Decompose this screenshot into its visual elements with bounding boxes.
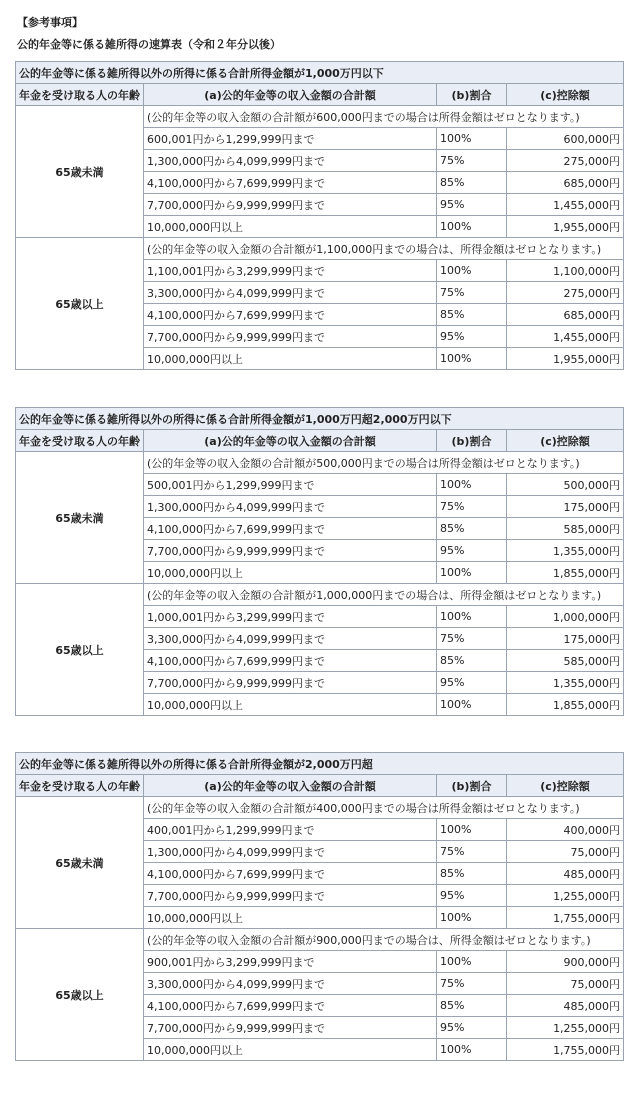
age-group-label: 65歳未満 — [16, 452, 144, 584]
rate-cell: 85% — [437, 863, 507, 885]
age-group-label: 65歳未満 — [16, 106, 144, 238]
income-range-cell: 7,700,000円から9,999,999円まで — [144, 194, 437, 216]
deduction-cell: 1,855,000円 — [507, 562, 624, 584]
table-caption: 公的年金等に係る雑所得以外の所得に係る合計所得金額が1,000万円以下 — [16, 62, 624, 84]
table-header-row — [16, 430, 624, 452]
deduction-table-1 — [15, 61, 624, 370]
table-header-row — [16, 775, 624, 797]
zero-income-note: (公的年金等の収入金額の合計額が500,000円までの場合は所得金額はゼロとなります。) — [144, 452, 624, 474]
rate-cell: 100% — [437, 260, 507, 282]
income-range-cell: 4,100,000円から7,699,999円まで — [144, 863, 437, 885]
rate-cell: 95% — [437, 1017, 507, 1039]
header-rate: (b)割合 — [437, 775, 507, 797]
rate-cell: 75% — [437, 973, 507, 995]
deduction-cell: 600,000円 — [507, 128, 624, 150]
income-range-cell: 10,000,000円以上 — [144, 562, 437, 584]
deduction-cell: 75,000円 — [507, 841, 624, 863]
deduction-cell: 585,000円 — [507, 650, 624, 672]
table-caption-row — [16, 62, 624, 84]
age-group-label: 65歳以上 — [16, 584, 144, 716]
income-range-cell: 1,000,001円から3,299,999円まで — [144, 606, 437, 628]
deduction-cell: 900,000円 — [507, 951, 624, 973]
income-range-cell: 7,700,000円から9,999,999円まで — [144, 1017, 437, 1039]
zero-income-note: (公的年金等の収入金額の合計額が400,000円までの場合は所得金額はゼロとなります。) — [144, 797, 624, 819]
income-range-cell: 4,100,000円から7,699,999円まで — [144, 304, 437, 326]
header-income-range: (a)公的年金等の収入金額の合計額 — [144, 775, 437, 797]
rate-cell: 100% — [437, 1039, 507, 1061]
deduction-cell: 1,455,000円 — [507, 326, 624, 348]
deduction-cell: 400,000円 — [507, 819, 624, 841]
deduction-cell: 1,355,000円 — [507, 540, 624, 562]
deduction-cell: 1,855,000円 — [507, 694, 624, 716]
table-row — [16, 797, 624, 819]
rate-cell: 75% — [437, 496, 507, 518]
rate-cell: 100% — [437, 128, 507, 150]
rate-cell: 95% — [437, 885, 507, 907]
income-range-cell: 400,001円から1,299,999円まで — [144, 819, 437, 841]
rate-cell: 75% — [437, 150, 507, 172]
header-deduction: (c)控除額 — [507, 775, 624, 797]
rate-cell: 95% — [437, 672, 507, 694]
rate-cell: 95% — [437, 540, 507, 562]
rate-cell: 100% — [437, 951, 507, 973]
income-range-cell: 500,001円から1,299,999円まで — [144, 474, 437, 496]
table-row — [16, 238, 624, 260]
table-row — [16, 452, 624, 474]
age-group-label: 65歳未満 — [16, 797, 144, 929]
deduction-cell: 1,100,000円 — [507, 260, 624, 282]
zero-income-note: (公的年金等の収入金額の合計額が1,000,000円までの場合は、所得金額はゼロとなります。) — [144, 584, 624, 606]
rate-cell: 95% — [437, 194, 507, 216]
income-range-cell: 4,100,000円から7,699,999円まで — [144, 650, 437, 672]
deduction-cell: 485,000円 — [507, 863, 624, 885]
rate-cell: 100% — [437, 562, 507, 584]
table-row — [16, 106, 624, 128]
header-age: 年金を受け取る人の年齢 — [16, 430, 144, 452]
header-deduction: (c)控除額 — [507, 430, 624, 452]
zero-income-note: (公的年金等の収入金額の合計額が1,100,000円までの場合は、所得金額はゼロとなります。) — [144, 238, 624, 260]
table-caption-row — [16, 408, 624, 430]
income-range-cell: 3,300,000円から4,099,999円まで — [144, 628, 437, 650]
header-age: 年金を受け取る人の年齢 — [16, 775, 144, 797]
deduction-cell: 1,455,000円 — [507, 194, 624, 216]
deduction-cell: 1,955,000円 — [507, 348, 624, 370]
income-range-cell: 900,001円から3,299,999円まで — [144, 951, 437, 973]
deduction-cell: 1,000,000円 — [507, 606, 624, 628]
deduction-cell: 485,000円 — [507, 995, 624, 1017]
income-range-cell: 7,700,000円から9,999,999円まで — [144, 326, 437, 348]
income-range-cell: 4,100,000円から7,699,999円まで — [144, 995, 437, 1017]
rate-cell: 85% — [437, 995, 507, 1017]
zero-income-note: (公的年金等の収入金額の合計額が900,000円までの場合は、所得金額はゼロとなります。) — [144, 929, 624, 951]
deduction-cell: 1,355,000円 — [507, 672, 624, 694]
deduction-cell: 175,000円 — [507, 496, 624, 518]
deduction-cell: 1,755,000円 — [507, 1039, 624, 1061]
income-range-cell: 1,100,001円から3,299,999円まで — [144, 260, 437, 282]
table-caption: 公的年金等に係る雑所得以外の所得に係る合計所得金額が1,000万円超2,000万円以下 — [16, 408, 624, 430]
rate-cell: 85% — [437, 650, 507, 672]
deduction-cell: 1,755,000円 — [507, 907, 624, 929]
header-rate: (b)割合 — [437, 430, 507, 452]
header-deduction: (c)控除額 — [507, 84, 624, 106]
deduction-table-2 — [15, 407, 624, 716]
deduction-cell: 1,255,000円 — [507, 1017, 624, 1039]
income-range-cell: 7,700,000円から9,999,999円まで — [144, 672, 437, 694]
header-rate: (b)割合 — [437, 84, 507, 106]
header-income-range: (a)公的年金等の収入金額の合計額 — [144, 430, 437, 452]
rate-cell: 100% — [437, 348, 507, 370]
deduction-cell: 275,000円 — [507, 282, 624, 304]
deduction-cell: 175,000円 — [507, 628, 624, 650]
income-range-cell: 4,100,000円から7,699,999円まで — [144, 172, 437, 194]
deduction-cell: 685,000円 — [507, 172, 624, 194]
table-row — [16, 584, 624, 606]
deduction-cell: 275,000円 — [507, 150, 624, 172]
rate-cell: 75% — [437, 628, 507, 650]
income-range-cell: 1,300,000円から4,099,999円まで — [144, 496, 437, 518]
income-range-cell: 10,000,000円以上 — [144, 348, 437, 370]
rate-cell: 85% — [437, 518, 507, 540]
page-title: 公的年金等に係る雑所得の速算表（令和２年分以後） — [17, 38, 281, 51]
rate-cell: 95% — [437, 326, 507, 348]
income-range-cell: 10,000,000円以上 — [144, 1039, 437, 1061]
income-range-cell: 4,100,000円から7,699,999円まで — [144, 518, 437, 540]
zero-income-note: (公的年金等の収入金額の合計額が600,000円までの場合は所得金額はゼロとなります。) — [144, 106, 624, 128]
table-caption: 公的年金等に係る雑所得以外の所得に係る合計所得金額が2,000万円超 — [16, 753, 624, 775]
rate-cell: 85% — [437, 172, 507, 194]
income-range-cell: 600,001円から1,299,999円まで — [144, 128, 437, 150]
income-range-cell: 7,700,000円から9,999,999円まで — [144, 885, 437, 907]
rate-cell: 100% — [437, 474, 507, 496]
reference-heading: 【参考事項】 — [17, 16, 83, 29]
table-header-row — [16, 84, 624, 106]
deduction-cell: 1,955,000円 — [507, 216, 624, 238]
deduction-cell: 685,000円 — [507, 304, 624, 326]
rate-cell: 100% — [437, 216, 507, 238]
age-group-label: 65歳以上 — [16, 929, 144, 1061]
income-range-cell: 1,300,000円から4,099,999円まで — [144, 841, 437, 863]
rate-cell: 100% — [437, 907, 507, 929]
deduction-cell: 1,255,000円 — [507, 885, 624, 907]
deduction-cell: 75,000円 — [507, 973, 624, 995]
income-range-cell: 3,300,000円から4,099,999円まで — [144, 282, 437, 304]
age-group-label: 65歳以上 — [16, 238, 144, 370]
deduction-table-3 — [15, 752, 624, 1061]
income-range-cell: 3,300,000円から4,099,999円まで — [144, 973, 437, 995]
table-row — [16, 929, 624, 951]
income-range-cell: 10,000,000円以上 — [144, 694, 437, 716]
rate-cell: 75% — [437, 841, 507, 863]
income-range-cell: 10,000,000円以上 — [144, 907, 437, 929]
income-range-cell: 10,000,000円以上 — [144, 216, 437, 238]
income-range-cell: 1,300,000円から4,099,999円まで — [144, 150, 437, 172]
rate-cell: 100% — [437, 606, 507, 628]
deduction-cell: 500,000円 — [507, 474, 624, 496]
header-income-range: (a)公的年金等の収入金額の合計額 — [144, 84, 437, 106]
deduction-cell: 585,000円 — [507, 518, 624, 540]
rate-cell: 85% — [437, 304, 507, 326]
rate-cell: 100% — [437, 694, 507, 716]
income-range-cell: 7,700,000円から9,999,999円まで — [144, 540, 437, 562]
rate-cell: 100% — [437, 819, 507, 841]
table-caption-row — [16, 753, 624, 775]
header-age: 年金を受け取る人の年齢 — [16, 84, 144, 106]
rate-cell: 75% — [437, 282, 507, 304]
